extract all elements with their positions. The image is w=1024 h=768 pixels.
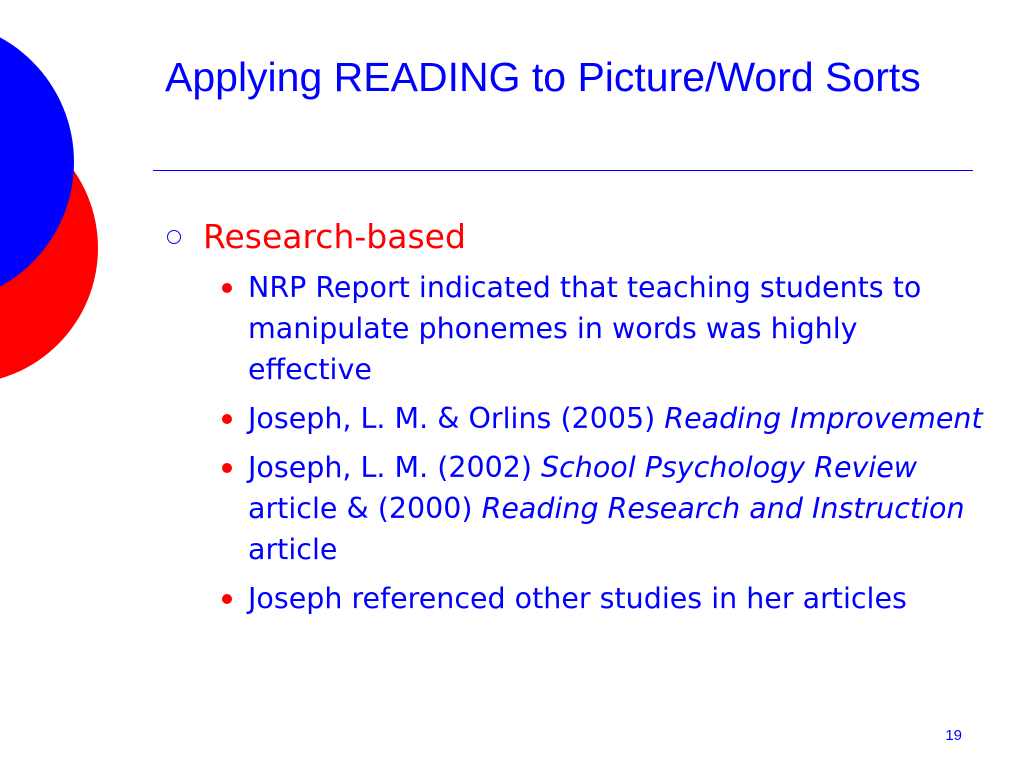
hollow-circle-icon <box>165 228 203 248</box>
filled-dot-icon <box>222 463 232 473</box>
bullet-text: Joseph referenced other studies in her articles <box>248 582 907 615</box>
bullet-text: NRP Report indicated that teaching students to manipulate phonemes in words was highly effective <box>248 271 922 386</box>
journal-title: Reading Research and Instruction <box>481 492 965 525</box>
filled-dot-icon <box>222 414 232 424</box>
sub-bullet-joseph-2005 <box>165 398 985 439</box>
level1-item <box>165 215 985 259</box>
filled-dot-icon <box>222 283 232 293</box>
journal-title: School Psychology Review <box>541 451 918 484</box>
citation-text: article <box>248 533 338 566</box>
level1-label: Research-based <box>203 217 466 256</box>
slide-body <box>165 215 985 627</box>
title-divider <box>153 170 973 171</box>
filled-dot-icon <box>222 594 232 604</box>
sub-bullet-list <box>165 267 985 619</box>
sub-bullet-nrp-report <box>165 267 985 390</box>
decorative-circles <box>0 0 110 420</box>
sub-bullet-joseph-2002-2000 <box>165 447 985 570</box>
slide-title: Applying READING to Picture/Word Sorts <box>165 54 921 100</box>
citation-text: article & (2000) <box>248 492 482 525</box>
page-number: 19 <box>945 727 962 744</box>
sub-bullet-other-studies <box>165 578 985 619</box>
citation-text: Joseph, L. M. (2002) <box>248 451 542 484</box>
citation-text: Joseph, L. M. & Orlins (2005) <box>248 402 665 435</box>
journal-title: Reading Improvement <box>664 402 983 435</box>
